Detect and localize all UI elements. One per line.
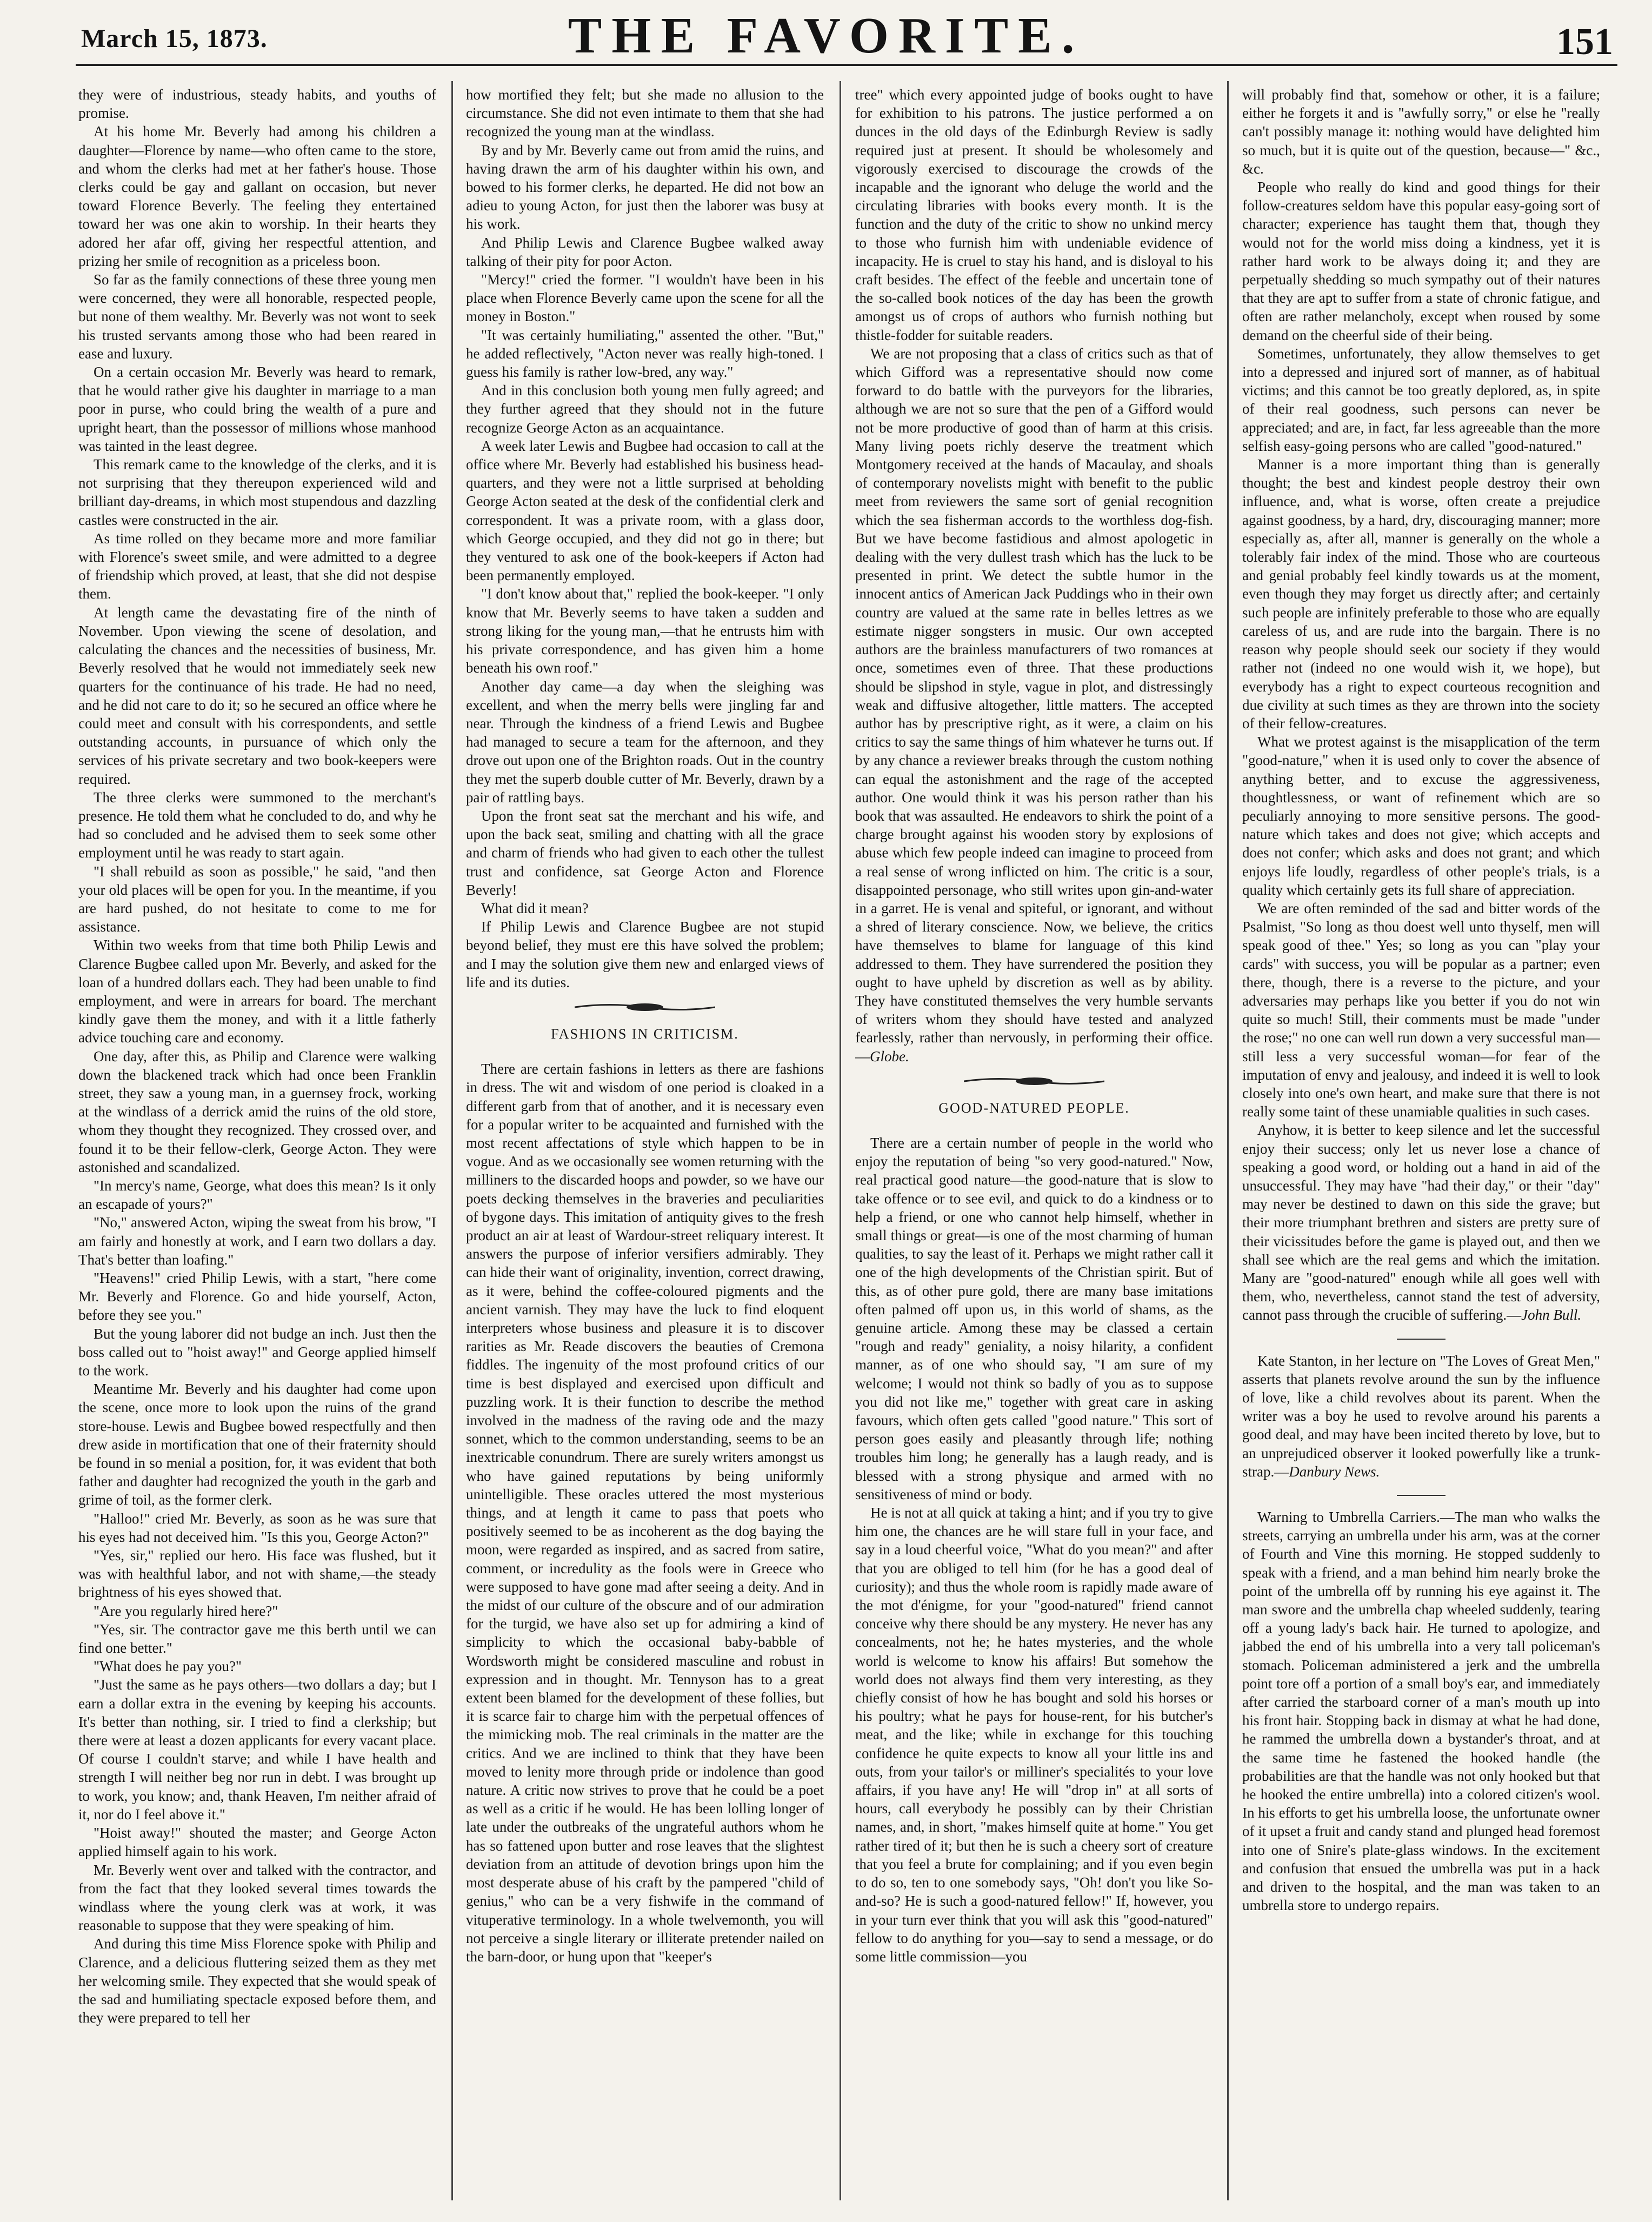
page-number: 151 (1556, 21, 1613, 63)
paragraph: One day, after this, as Philip and Clarence were walking down the blackened track which had once been Franklin street, they saw a young man, in a guernsey frock, working at the windlass of a derrick amid the ruins of the old store, whom they thought they recognized. They crossed over, and found it to be their fellow-clerk, George Acton. They were astonished and scandalized. (78, 1048, 436, 1175)
paragraph: "Yes, sir," replied our hero. His face was flushed, but it was with healthful labor, and not with shame,—the steady brightness of his eyes showed that. (78, 1547, 436, 1601)
paragraph: And Philip Lewis and Clarence Bugbee walked away talking of their pity for poor Acton. (466, 234, 824, 269)
paragraph (855, 344, 1213, 1066)
paragraph: And during this time Miss Florence spoke with Philip and Clarence, and a delicious fluttering seized them as they met her welcoming smile. They expected that she would speak of the sad and humiliating spectacle exposed before them, and they were prepared to tell her (78, 1935, 436, 2026)
paragraph: "No," answered Acton, wiping the sweat from his brow, "I am fairly and honestly at work, and I earn two dollars a day. That's better than loafing." (78, 1214, 436, 1268)
paragraph: Mr. Beverly went over and talked with the contractor, and from the fact that they looked several times towards the windlass where the young clerk was at work, it was reasonable to suppose that they were speaking of him. (78, 1861, 436, 1934)
paragraph: There are certain fashions in letters as there are fashions in dress. The wit and wisdom of one period is cloaked in a different garb from that of another, and it is necessary even for a popular writer to be acquainted and furnished with the most recent affectations of style which happen to be in vogue. And as we occasionally see women returning with the milliners to the discarded hoops and powder, so we have our poets decking themselves in the braveries and peculiarities of bygone days. This imitation of antiquity gives to the fresh product an air at least of Wardour-street reliquary interest. It answers the purpose of inferior versifiers admirably. They can hide their want of originality, invention, correct drawing, as it were, behind the coffee-coloured pigments and the ancient varnish. They may have the luck to find eloquent interpreters whose business and pleasure it is to discover rarities as Mr. Reade discovers the beauties of Cremona fiddles. The ingenuity of the most profound critics of our time is best displayed and exercised upon difficult and puzzling work. It is their function to describe the method involved in the madness of the raving ode and the mazy sonnet, which to the common understanding, seems to be an inextricable conundrum. There are surely writers amongst us who have gained reputations by being uniformly unintelligible. These oracles uttered the most mysterious things, and at length it came to pass that poets who positively seemed to be as incoherent as the dog baying the moon, were regarded as inspired, and as sacred from satire, comment, or incredulity as the fools were in Greece who were supposed to have gone mad after seeing a deity. And in the midst of our culture of the obscure and of our admiration for the turgid, we have also set up for admiring a kind of simplicity to which the occasional baby-babble of Wordsworth might be considered masculine and robust in expression and in thought. Mr. Tennyson has to a great extent been blamed for the development of these follies, but it is scarce fair to charge him with the perpetual offences of the mimicking mob. The real criminals in the matter are the critics. And we are inclined to think that they have been moved to lenity more through pride or indolence than good nature. A critic now strives to prove that he could be a poet as well as a critic if he would. He has been lolling longer of late under the outbreaks of the ungrateful authors whom he has so fattened upon butter and rose leaves that the slightest deviation from an attitude of devotion brings upon him the most desperate abuse of his craft by the pampered "child of genius," who can be a very fishwife in the command of vituperative terminology. In a whole twelvemonth, you will not perceive a single literary or illiterate pretender nailed on the barn-door, or hung upon that "keeper's (466, 1061, 824, 1965)
paragraph: "In mercy's name, George, what does this mean? Is it only an escapade of yours?" (78, 1177, 436, 1213)
column-divider (451, 81, 453, 2200)
paragraph: So far as the family connections of these three young men were concerned, they were all honorable, respected people, but none of them wealthy. Mr. Beverly was not wont to seek his trusted servants among those who had been reared in ease and luxury. (78, 271, 436, 362)
issue-date: March 15, 1873. (81, 24, 268, 53)
paragraph: how mortified they felt; but she made no allusion to the circumstance. She did not even intimate to them that she had recognized the young man at the windlass. (466, 87, 824, 140)
article-title: FASHIONS IN CRITICISM. (551, 1026, 739, 1042)
paragraph: "Yes, sir. The contractor gave me this berth until we can find one better." (78, 1621, 436, 1656)
paragraph: Sometimes, unfortunately, they allow themselves to get into a depressed and injured sort of manner, as of habitual victims; and this cannot be too greatly deplored, as, in spite of their real goodness, such persons can never be appreciated; and are, in fact, far less agreeable than the more selfish easy-going persons who are called "good-natured." (1242, 345, 1600, 454)
paragraph: Meantime Mr. Beverly and his daughter had come upon the scene, once more to look upon the ruins of the grand store-house. Lewis and Bugbee bowed respectfully and then drew aside in mortification that one of their fraternity should be found in so menial a position, for, it was evident that both father and daughter had recognized the youth in the garb and grime of toil, as the former clerk. (78, 1381, 436, 1508)
paragraph: What we protest against is the misapplication of the term "good-nature," when it is used only to cover the absence of anything better, and to excuse the aggressiveness, thoughtlessness, or want of refinement which are so peculiarly annoying to more sensitive persons. The good-nature which takes and does not give; which accepts and does not confer; which asks and does not grant; and which enjoys life loudly, regardless of other people's trials, is a quality which certainly gets its full share of appreciation. (1242, 734, 1600, 898)
source-credit: Danbury News. (1289, 1463, 1380, 1480)
paragraph: By and by Mr. Beverly came out from amid the ruins, and having drawn the arm of his daughter within his own, and bowed to his former clerks, he departed. He did not bow an adieu to young Acton, for just then the laborer was busy at his work. (466, 142, 824, 232)
paragraph: "Hoist away!" shouted the master; and George Acton applied himself again to his work. (78, 1825, 436, 1860)
paragraph: "What does he pay you?" (94, 1658, 242, 1675)
paragraph-text: Anyhow, it is better to keep silence and let the successful enjoy their success; only let us never lose a chance of speaking a good word, or holding out a hand in aid of the unsuccessful. They may have "had their day," or their "day" may never be destined to dawn on this side the grave; but their more triumphant brethren and sisters are pretty sure of their vicissitudes before the game is played out, and then we shall see which are the real gems and which the imitation. Many are "good-natured" enough while all goes well with them, who, nevertheless, cannot stand the test of adversity, cannot pass through the crucible of suffering.— (1242, 1122, 1600, 1323)
paragraph: "It was certainly humiliating," assented the other. "But," he added reflectively, "Acton never was really high-toned. I guess his family is rather low-bred, any way." (466, 327, 824, 381)
short-rule (1397, 1339, 1446, 1340)
paragraph (1242, 1121, 1600, 1324)
paragraph: People who really do kind and good things for their follow-creatures seldom have this popular easy-going sort of character; experience has taught them that, though they would not for the world miss doing a kindness, yet it is rather hard work to be always doing it; and they are perpetually shedding so much sympathy out of their natures that they are apt to suffer from a state of chronic fatigue, and often are rather melancholy, except when roused by some demand on the cheerful side of their being. (1242, 179, 1600, 343)
paragraph: will probably find that, somehow or other, it is a failure; either he forgets it and is "awfully sorry," or else he "really can't possibly manage it: nothing would have delighted him so much, but it is quite out of the question, because—" &c., &c. (1242, 87, 1600, 177)
column-4 (1242, 85, 1600, 2205)
paragraph: Manner is a more important thing than is generally thought; the best and kindest people destroy their own influence, and, what is worse, often create a prejudice against goodness, by a hard, dry, discouraging manner; more especially as, after all, manner is generally on the whole a tolerably fair index of the mind. Those who are courteous and genial probably feel kindly towards us at the moment, even though they may forget us directly after; and certainly such people are infinitely preferable to those who are equally careless of us, and are rude into the bargain. There is no reason why people should seek our society if they would rather not (indeed no one would wish it, we hope), but everybody has a right to expect courteous recognition and due civility at such times as they are thrown into the society of their fellow-creatures. (1242, 456, 1600, 731)
paragraph: tree" which every appointed judge of books ought to have for exhibition to his patrons. The justice performed a on dunces in the old days of the Edinburgh Review is sadly required just at present. It should be wholesomely and vigorously exercised to discourage the crowds of the incapable and the ignorant who deluge the world and the circulating libraries with books every month. It is the function and the duty of the critic to show no unkind mercy to those who furnish him with undeniable evidence of incapacity. He is cruel to stay his hand, and is disloyal to his craft besides. The effect of the feeble and uncertain tone of the so-called book notices of the day has been the growth amongst us of crops of authors who furnish nothing but thistle-fodder for suitable readers. (855, 87, 1213, 343)
paragraph: There are a certain number of people in the world who enjoy the reputation of being "so very good-natured." Now, real practical good nature—the good-nature that is slow to take offence or to see evil, and quick to do a kindness or to help a friend, or one who cannot help himself, whether in small things or great—is one of the most charming of human qualities, to say the least of it. Perhaps we might rather call it one of the high developments of the Christian spirit. But of this, as of other pure gold, there are many base imitations often palmed off upon us, in this world of shams, as the genuine article. Among these may be classed a certain "rough and ready" geniality, a noisy hilarity, a confident manner, as of one who should say, "I am sure of my welcome; I would not think so badly of you as to suppose you did not like me," together with great care in asking favours, which often gets called "good nature." This sort of person goes easily and pleasantly through life; nothing troubles him long; he generally has a laugh ready, and is blessed with a strong physique and armed with no sensitiveness of mind or body. (855, 1134, 1213, 1502)
paragraph: "I don't know about that," replied the book-keeper. "I only know that Mr. Beverly seems to have taken a sudden and strong liking for the young man,—that he entrusts him with his private correspondence, and has given him a home beneath his own roof." (466, 586, 824, 676)
column-divider (840, 81, 841, 2200)
paragraph: We are often reminded of the sad and bitter words of the Psalmist, "So long as thou doest well unto thyself, men will speak good of thee." Yes; so long as you can "play your cards" with success, you will be popular as a partner; even there, though, there is a reverse to the picture, and your adversaries may perhaps like you better if you do not win quite so much! Still, their comments must be made "under the rose;" no one can well run down a very successful man—still less a very successful woman—for fear of the imputation of envy and jealousy, and indeed it is well to look closely into one's own heart, and make sure that there is not really some taint of these unamiable qualities in such cases. (1242, 900, 1600, 1120)
paragraph: "I shall rebuild as soon as possible," he said, "and then your old places will be open for you. In the meantime, if you are hard pushed, do not hesitate to come to me for assistance. (78, 863, 436, 935)
paragraph: Within two weeks from that time both Philip Lewis and Clarence Bugbee called upon Mr. Beverly, and asked for the loan of a hundred dollars each. They had been unable to find employment, and were in arrears for board. The merchant kindly gave them the money, and with it a little fatherly advice touching care and economy. (78, 937, 436, 1046)
masthead (0, 0, 1652, 64)
newspaper-title: THE FAVORITE. (568, 8, 1084, 64)
column-divider (1227, 81, 1229, 2200)
paragraph: He is not at all quick at taking a hint; and if you try to give him one, the chances are he will stare full in your face, and say in a loud cheerful voice, "What do you mean?" and after that you are obliged to tell him (for he has a good deal of curiosity); and thus the whole room is rapidly made aware of the mot d'énigme, for your "good-natured" friend cannot conceive why there should be any mystery. He never has any concealments, not he; he hates mysteries, and the whole world is welcome to know his affairs! But somehow the world does not always find them very interesting, as they chiefly consist of how he has bought and sold his horses or his poultry; what he pays for house-rent, for his butcher's meat, and the like; while in exchange for this touching confidence he quite expects to know all your little ins and outs, from your tailor's or milliner's specialités to your love affairs, if you have any! He will "drop in" at all sorts of hours, call everybody he possibly can by their Christian names, and, in short, "makes himself quite at home." You get rather tired of it; but then he is such a cheery sort of creature that you feel a brute for complaining; and if you even begin to do so, ten to one somebody says, "Oh! don't you like So-and-so? He is such a good-natured fellow!" If, however, you in your turn ever think that you will ask this "good-natured" fellow to do anything for you—say to send a message, or do some little commission—you (855, 1505, 1213, 1965)
paragraph: This remark came to the knowledge of the clerks, and it is not surprising that they thereupon experienced wild and brilliant day-dreams, in which most stupendous and dazzling castles were constructed in the air. (78, 456, 436, 528)
paragraph: "Are you regularly hired here?" (94, 1602, 278, 1619)
paragraph: On a certain occasion Mr. Beverly was heard to remark, that he would rather give his daughter in marriage to a man poor in purse, who could bring the wealth of a pure and upright heart, than the possessor of millions whose manhood was tainted in the least degree. (78, 364, 436, 454)
paragraph: "Mercy!" cried the former. "I wouldn't have been in his place when Florence Beverly came upon the scene for all the money in Boston." (466, 271, 824, 325)
paragraph: "Just the same as he pays others—two dollars a day; but I earn a dollar extra in the evening by keeping his accounts. It's better than nothing, sir. I tried to find a clerkship; but there were at least a dozen applicants for every vacant place. Of course I couldn't starve; and while I have health and strength I will neither beg nor run in debt. I was brought up to work, you know; and, thank Heaven, I'm neither afraid of it, nor do I feel above it." (78, 1677, 436, 1822)
paragraph-text: We are not proposing that a class of critics such as that of which Gifford was a representative should now come forward to do battle with the purveyors for the libraries, although we are not so sure that the pen of a Gifford would not be more productive of good than of harm at this crisis. Many living poets richly deserve the treatment which Montgomery received at the hands of Macaulay, and shoals of contemporary novelists might with benefit to the public meet from reviewers the same sort of genial recognition which the sea fisherman accords to the worthless dog-fish. But we have become fastidious and almost apologetic in dealing with the very dullest trash which has the luck to be presented in print. We detect the subtle humor in the innocent antics of American Jack Puddings who in their own country are valued at the same rate in belles lettres as we estimate nigger songsters in music. Our own accepted authors are the brainless manufacturers of two romances at once, sometimes even of three. That these productions should be slipshod in style, vague in plot, and distressingly weak and diffusive altogether, little matters. The accepted author has by prescriptive right, as it were, a claim on his critics to say the same things of him whatever he turns out. If by any chance a reviewer breaks through the custom nothing can equal the astonishment and the rage of the accepted author. One would think it was his person rather than his book that was assaulted. He endeavors to shirk the point of a charge brought against his wooden story by explosions of abuse which few people indeed can imagine to proceed from a real sense of wrong inflicted on him. The critic is a sour, disappointed personage, who still writes upon gin-and-water in a garret. He is venal and spiteful, or ignorant, and without a shred of literary conscience. Now, we believe, the critics have themselves to blame for language of this kind addressed to them. They have surrendered the position they ought to have upheld by discretion as well as by ability. They have constituted themselves the very humble servants of writers whom they should have tested and analyzed fearlessly, rather than nervously, in performing their office.— (855, 345, 1213, 1065)
column-1 (78, 85, 436, 2205)
paragraph: But the young laborer did not budge an inch. Just then the boss called out to "hoist away!" and George applied himself to the work. (78, 1325, 436, 1379)
paragraph: they were of industrious, steady habits, and youths of promise. (78, 87, 436, 122)
paragraph (1242, 1352, 1600, 1481)
masthead-rule (76, 64, 1617, 66)
paragraph: As time rolled on they became more and more familiar with Florence's sweet smile, and were admitted to a degree of friendship which proved, at least, that she did not despise them. (78, 530, 436, 602)
column-2 (466, 85, 824, 2205)
source-credit: Globe. (870, 1048, 909, 1065)
paragraph: At his home Mr. Beverly had among his children a daughter—Florence by name—who often came to the store, and whom the clerks had met at her father's house. Those clerks could be gay and gallant on occasion, but never toward Florence Beverly. The feeling they entertained toward her was one akin to worship. In their hearts they adored her afar off, giving her respectful attention, and prizing her smile of recognition as a priceless boon. (78, 123, 436, 269)
short-rule (1397, 1495, 1446, 1496)
paragraph: What did it mean? (481, 900, 589, 916)
paragraph: And in this conclusion both young men fully agreed; and they further agreed that they should not in the future recognize George Acton as an acquaintance. (466, 382, 824, 436)
paragraph-text: Kate Stanton, in her lecture on "The Loves of Great Men," asserts that planets revolve around the sun by the influence of love, like a child revolves about its parent. When the writer was a boy he used to revolve around his parents a good deal, and may have been incited thereto by love, but to an unprejudiced observer it looked powerfully like a trunk-strap.— (1242, 1352, 1600, 1480)
source-credit: John Bull. (1521, 1307, 1582, 1323)
paragraph: A week later Lewis and Bugbee had occasion to call at the office where Mr. Beverly had established his business head-quarters, and they were not a little surprised at beholding George Acton seated at the desk of the confidential clerk and correspondent. It was a private room, with a glass door, which George occupied, and they did not go in there; but they ventured to ask one of the book-keepers if Acton had been permanently employed. (466, 437, 824, 584)
ornament-divider (466, 1001, 824, 1013)
paragraph: Another day came—a day when the sleighing was excellent, and when the merry bells were jingling far and near. Through the kindness of a friend Lewis and Bugbee had managed to secure a team for the afternoon, and they drove out upon one of the Brighton roads. Out in the country they met the superb double cutter of Mr. Beverly, drawn by a pair of rattling bays. (466, 678, 824, 806)
column-3 (855, 85, 1213, 2205)
paragraph: Warning to Umbrella Carriers.—The man who walks the streets, carrying an umbrella under his arm, was at the corner of Fourth and Vine this morning. He stopped suddenly to speak with a friend, and a man behind him nearly broke the point of the umbrella off by running his eye against it. The man swore and the umbrella chap wheeled suddenly, tearing off a young lady's back hair. He turned to apologize, and jabbed the end of his umbrella into a very tall policeman's stomach. Policeman administered a jerk and the umbrella point tore off a portion of a small boy's ear, and immediately after carried the starboard corner of a man's mouth up into his front hair. Stopping back in dismay at what he had done, he rammed the umbrella down a bystander's throat, and at the same time he fastened the hooked handle (the probabilities are that the handle was not only hooked but that he hooked the entire umbrella) into a colored citizen's wool. In his efforts to get his umbrella loose, the unfortunate owner of it upset a fruit and candy stand and plunged head foremost into one of Snire's plate-glass windows. In the excitement and confusion that ensued the umbrella was put in a hack and driven to the hospital, and the man was taken to an umbrella store to undergo repairs. (1242, 1509, 1600, 1914)
article-title: GOOD-NATURED PEOPLE. (938, 1100, 1130, 1116)
paragraph: At length came the devastating fire of the ninth of November. Upon viewing the scene of desolation, and calculating the chances and the necessities of business, Mr. Beverly resolved that he would not immediately seek new quarters for the continuance of his trade. He had no need, and he did not care to do it; so he secured an office where he could meet and consult with his correspondents, and settle outstanding accounts, in pursuance of which only the services of his private secretary and two book-keepers were required. (78, 604, 436, 787)
paragraph: "Heavens!" cried Philip Lewis, with a start, "here come Mr. Beverly and Florence. Go and hide yourself, Acton, before they see you." (78, 1270, 436, 1323)
paragraph: Upon the front seat sat the merchant and his wife, and upon the back seat, smiling and chatting with all the grace and charm of friends who had given to each other the tullest trust and confidence, sat George Acton and Florence Beverly! (466, 807, 824, 898)
ornament-divider (855, 1075, 1213, 1087)
paragraph: The three clerks were summoned to the merchant's presence. He told them what he concluded to do, and why he had so concluded and he advised them to seek some other employment until he was ready to start again. (78, 789, 436, 861)
paragraph: "Halloo!" cried Mr. Beverly, as soon as he was sure that his eyes had not deceived him. "Is this you, George Acton?" (78, 1510, 436, 1545)
paragraph: If Philip Lewis and Clarence Bugbee are not stupid beyond belief, they must ere this have solved the problem; and I may the solution give them new and enlarged views of life and its duties. (466, 919, 824, 990)
